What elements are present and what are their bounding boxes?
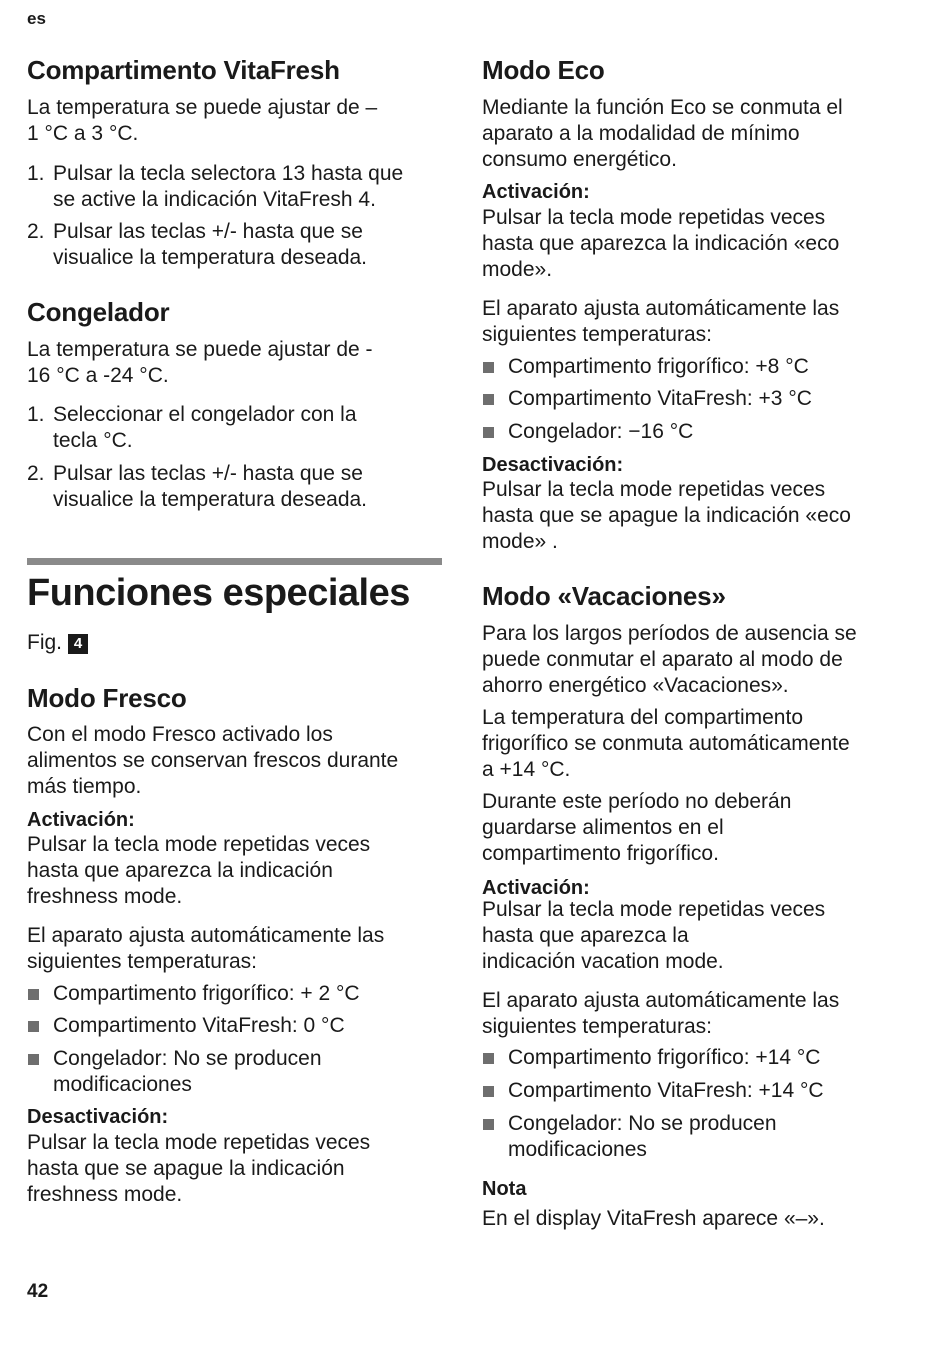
list-item: Compartimento frigorífico: +8 °C [482,354,912,380]
list-item: Compartimento VitaFresh: +14 °C [482,1078,912,1104]
congelador-step-1: 1. Seleccionar el congelador con la tecla °C. [27,403,357,452]
eco-activation-text: Pulsar la tecla mode repetidas veces hasta que aparezca la indicación «eco mode». [482,206,840,281]
vitafresh-intro: La temperatura se puede ajustar de – 1 °C a 3 °C. [27,96,378,145]
congelador-intro: La temperatura se puede ajustar de - 16 °C a -24 °C. [27,338,373,387]
list-item: Congelador: No se producen modificaciones [27,1046,442,1098]
list-item: Congelador: −16 °C [482,419,912,445]
section-title-vacaciones: Modo «Vacaciones» [482,581,726,611]
bullet-square-icon [483,394,494,405]
eco-activation-label: Activación: [482,181,590,203]
vacaciones-paragraph-3: Durante este período no deberán guardarse alimentos en el compartimento frigorífico. [482,790,792,865]
bullet-square-icon [28,1054,39,1065]
list-item: Congelador: No se producen modificaciones [482,1111,912,1163]
figure-reference: Fig. 4 [27,630,442,656]
fresco-auto-text: El aparato ajusta automáticamente las siguientes temperaturas: [27,924,385,973]
section-title-vitafresh: Compartimento VitaFresh [27,55,340,85]
bullet-square-icon [483,362,494,373]
list-item: Compartimento frigorífico: +14 °C [482,1045,912,1071]
fresco-activation-text: Pulsar la tecla mode repetidas veces hasta que aparezca la indicación freshness mode. [27,833,371,908]
vitafresh-step-1: 1. Pulsar la tecla selectora 13 hasta que se active la indicación VitaFresh 4. [27,162,404,211]
bullet-square-icon [28,989,39,1000]
eco-deactivation-label: Desactivación: [482,454,624,476]
fresco-deactivation-text: Pulsar la tecla mode repetidas veces hasta que se apague la indicación freshness mode. [27,1131,371,1206]
vacaciones-auto-text: El aparato ajusta automáticamente las siguientes temperaturas: [482,989,840,1038]
eco-auto-text: El aparato ajusta automáticamente las siguientes temperaturas: [482,297,840,346]
eco-deactivation-text: Pulsar la tecla mode repetidas veces hasta que se apague la indicación «eco mode» . [482,478,851,553]
bullet-square-icon [28,1021,39,1032]
fresco-deactivation-label: Desactivación: [27,1106,169,1128]
bullet-square-icon [483,427,494,438]
section-title-fresco: Modo Fresco [27,683,187,713]
vacaciones-activation-text: Pulsar la tecla mode repetidas veces hasta que aparezca la indicación vacation mode. [482,898,826,973]
figure-number-badge: 4 [68,634,88,654]
note-label: Nota [482,1178,527,1200]
vitafresh-step-2: 2. Pulsar las teclas +/- hasta que se visualice la temperatura deseada. [27,220,368,269]
language-code: es [27,9,46,28]
vacaciones-paragraph-1: Para los largos períodos de ausencia se puede conmutar el aparato al modo de ahorro energético «Vacaciones». [482,622,857,697]
fresco-intro: Con el modo Fresco activado los alimentos se conservan frescos durante más tiempo. [27,723,399,798]
congelador-step-2: 2. Pulsar las teclas +/- hasta que se visualice la temperatura deseada. [27,462,368,511]
page-number: 42 [27,1281,49,1302]
note-text: En el display VitaFresh aparece «–». [482,1207,825,1230]
section-title-eco: Modo Eco [482,55,605,85]
bullet-square-icon [483,1086,494,1097]
section-title-congelador: Congelador [27,297,170,327]
bullet-square-icon [483,1053,494,1064]
eco-intro: Mediante la función Eco se conmuta el aparato a la modalidad de mínimo consumo energético. [482,96,843,171]
chapter-title: Funciones especiales [27,572,410,614]
bullet-square-icon [483,1119,494,1130]
section-divider [27,558,442,565]
vacaciones-activation-label: Activación: [482,877,590,899]
list-item: Compartimento frigorífico: + 2 °C [27,981,442,1007]
fresco-activation-label: Activación: [27,809,135,831]
list-item: Compartimento VitaFresh: 0 °C [27,1013,442,1039]
list-item: Compartimento VitaFresh: +3 °C [482,386,912,412]
vacaciones-paragraph-2: La temperatura del compartimento frigorífico se conmuta automáticamente a +14 °C. [482,706,850,781]
